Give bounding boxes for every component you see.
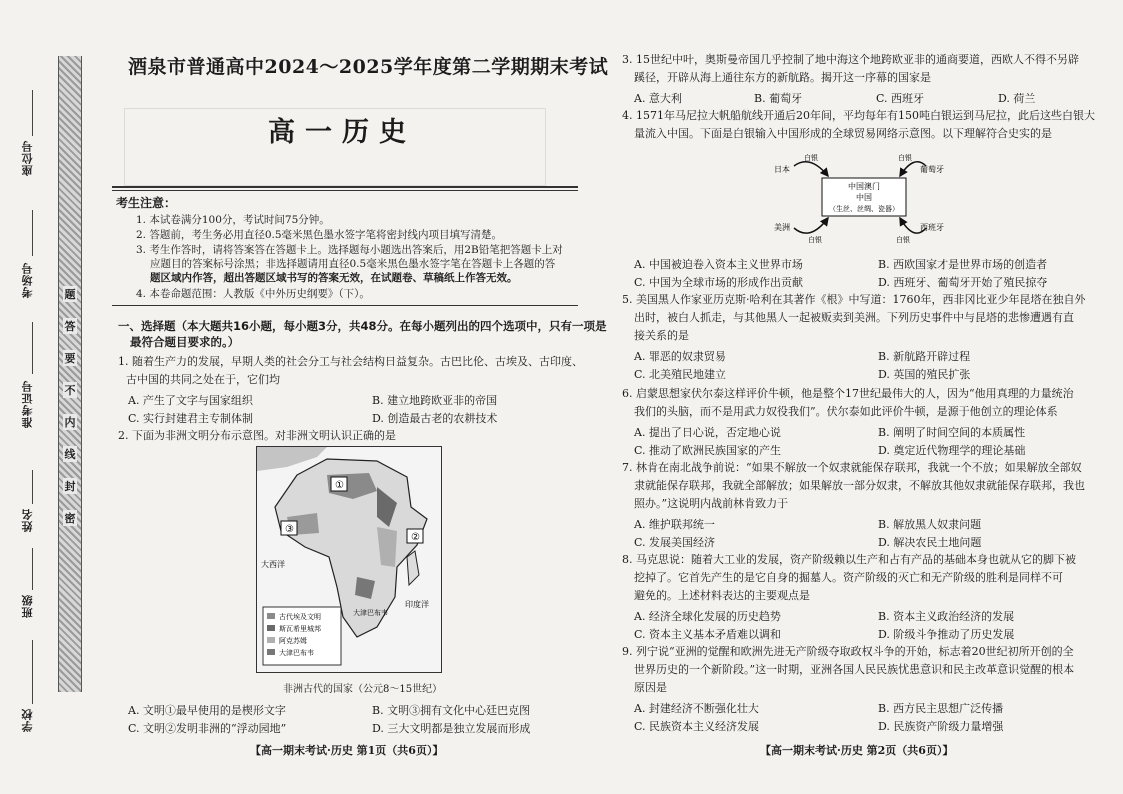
- fill-line: [32, 90, 33, 136]
- option-c: C. 中国为全球市场的形成作出贡献: [634, 276, 804, 289]
- marker-3: ③: [285, 524, 294, 535]
- divider: [112, 305, 578, 306]
- flow-label: 白银: [896, 236, 910, 244]
- legend-text: 大津巴布韦: [279, 649, 314, 657]
- notice-item: 2. 答题前，考生务必用直径0.5毫米黑色墨水签字笔将密封线内项目填写清楚。: [136, 229, 503, 241]
- option-c: C. 资本主义基本矛盾难以调和: [634, 628, 782, 641]
- option-d: D. 英国的殖民扩张: [878, 368, 971, 381]
- option-b: B. 葡萄牙: [754, 92, 803, 105]
- option-c: C. 西班牙: [876, 92, 925, 105]
- region-label: 大津巴布韦: [353, 609, 388, 617]
- option-d: D. 阶级斗争推动了历史发展: [878, 628, 1015, 641]
- option-d: D. 民族资产阶级力量增强: [878, 720, 1004, 733]
- legend-swatch: [267, 649, 275, 655]
- flow-label: 白银: [804, 154, 818, 162]
- option-c: C. 发展美国经济: [634, 536, 716, 549]
- option-c: C. 实行封建君主专制体制: [128, 412, 254, 425]
- option-d: D. 奠定近代物理学的理论基础: [878, 444, 1026, 457]
- page-footer: 【高一期末考试·历史 第2页（共6页）】: [760, 744, 954, 757]
- trade-network-diagram: [770, 150, 958, 246]
- legend-swatch: [267, 637, 275, 643]
- question-9: 世界历史的一个新阶段。”这一时期，亚洲各国人民民族忧患意识和民主改革意识觉醒的根本: [634, 663, 1075, 676]
- question-3: 蹊径，开辟从海上通往东方的新航路。揭开这一序幕的国家是: [634, 71, 931, 84]
- question-8: 挖掉了。它首先产生的是它自身的掘墓人。资产阶级的灭亡和无产阶级的胜利是同样不可: [634, 571, 1063, 584]
- option-d: D. 荷兰: [998, 92, 1036, 105]
- flow-label: 白银: [898, 154, 912, 162]
- seal-char: 密: [64, 512, 76, 525]
- notice-item: 应题目的答案标号涂黑；非选择题请用直径0.5毫米黑色墨水签字笔在答题卡上各题的答: [150, 258, 556, 270]
- marker-1: ①: [335, 480, 344, 491]
- option-d: D. 解决农民土地问题: [878, 536, 982, 549]
- option-b: B. 新航路开辟过程: [878, 350, 971, 363]
- node-spain: 西班牙: [920, 223, 944, 232]
- seat-number-label: 座位号: [21, 140, 34, 176]
- option-c: C. 民族资本主义经济发展: [634, 720, 760, 733]
- option-b: B. 文明③拥有文化中心廷巴克图: [372, 704, 531, 717]
- option-b: B. 解放黑人奴隶问题: [878, 518, 982, 531]
- option-a: A. 经济全球化发展的历史趋势: [634, 610, 781, 623]
- legend-swatch: [267, 625, 275, 631]
- option-a: A. 罪恶的奴隶贸易: [634, 350, 726, 363]
- fill-line: [32, 322, 33, 374]
- seal-char: 要: [64, 352, 76, 365]
- legend-text: 阿克苏姆: [279, 637, 307, 645]
- question-5: 接关系的是: [634, 329, 689, 342]
- option-c: C. 北美殖民地建立: [634, 368, 727, 381]
- notice-item: 4. 本卷命题范围：人教版《中外历史纲要》（下）。: [136, 288, 370, 300]
- center-goods: （生丝、丝绸、瓷器）: [829, 205, 899, 213]
- option-d: D. 创造最古老的农耕技术: [372, 412, 498, 425]
- option-c: C. 文明②发明非洲的“浮动园地”: [128, 722, 287, 735]
- option-d: D. 西班牙、葡萄牙开始了殖民掠夺: [878, 276, 1048, 289]
- node-portugal: 葡萄牙: [920, 165, 944, 174]
- ocean-label: 大西洋: [261, 560, 285, 569]
- question-6: 6. 启蒙思想家伏尔泰这样评价牛顿，他是整个17世纪最伟大的人，因为“他用真理的力量统治: [622, 387, 1074, 400]
- question-1: 1. 随着生产力的发展，早期人类的社会分工与社会结构日益复杂。古巴比伦、古埃及、古印度、: [118, 355, 583, 368]
- page-footer: 【高一期末考试·历史 第1页（共6页）】: [250, 744, 444, 757]
- option-d: D. 三大文明都是独立发展而形成: [372, 722, 531, 735]
- exam-title: 酒泉市普通高中2024～2025学年度第二学期期末考试: [128, 56, 609, 78]
- question-7: 隶就能保存联邦，我就全部解放；如果解放一部分奴隶，不解放其他奴隶就能保存联邦，我也: [634, 479, 1085, 492]
- option-b: B. 西欧国家才是世界市场的创造者: [878, 258, 1048, 271]
- africa-map: [256, 446, 442, 673]
- africa-map-svg: [257, 447, 441, 672]
- option-a: A. 文明①最早使用的是楔形文字: [128, 704, 286, 717]
- seal-char: 内: [64, 416, 76, 429]
- option-a: A. 中国被迫卷入资本主义世界市场: [634, 258, 803, 271]
- ocean-label: 印度洋: [405, 600, 429, 609]
- seal-char: 答: [64, 320, 76, 333]
- notice-item: 1. 本试卷满分100分，考试时间75分钟。: [136, 214, 330, 226]
- fill-line: [32, 640, 33, 704]
- subject-title: 高一历史: [268, 117, 416, 148]
- marker-2: ②: [411, 532, 420, 543]
- option-a: A. 产生了文字与国家组织: [128, 394, 253, 407]
- node-japan: 日本: [774, 165, 790, 174]
- option-a: A. 封建经济不断强化壮大: [634, 702, 759, 715]
- node-americas: 美洲: [774, 223, 790, 232]
- ticket-number-label: 准考证号: [21, 380, 34, 428]
- question-8: 避免的。上述材料表达的主要观点是: [634, 589, 810, 602]
- fill-line: [32, 210, 33, 256]
- option-c: C. 推动了欧洲民族国家的产生: [634, 444, 782, 457]
- fill-line: [32, 548, 33, 590]
- divider: [112, 190, 578, 191]
- option-b: B. 阐明了时间空间的本质属性: [878, 426, 1026, 439]
- question-4: 量流入中国。下面是白银输入中国形成的全球贸易网络示意图。以下理解符合史实的是: [634, 127, 1052, 140]
- flow-arrow: [794, 162, 828, 176]
- section-heading: 一、选择题（本大题共16小题，每小题3分，共48分。在每小题列出的四个选项中，只有一项是: [118, 319, 607, 333]
- question-5: 出时，被白人抓走，与其他黑人一起被贩卖到美洲。下列历史事件中与昆塔的悲惨遭遇有直: [634, 311, 1074, 324]
- question-1: 古中国的共同之处在于，它们均: [126, 373, 280, 386]
- question-7: 7. 林肯在南北战争前说：“如果不解放一个奴隶就能保存联邦，我就一个不放；如果解放全部奴: [622, 461, 1082, 474]
- question-9: 9. 列宁说“亚洲的觉醒和欧洲先进无产阶级夺取政权斗争的开始，标志着20世纪初所开创的全: [622, 645, 1074, 658]
- option-b: B. 建立地跨欧亚非的帝国: [372, 394, 498, 407]
- option-a: A. 维护联邦统一: [634, 518, 715, 531]
- seal-char: 不: [64, 384, 76, 397]
- exam-room-label: 考场号: [21, 262, 34, 298]
- flow-arrow: [794, 218, 828, 233]
- divider: [112, 186, 578, 188]
- notice-item: 题区域内作答，超出答题区域书写的答案无效，在试题卷、草稿纸上作答无效。: [150, 272, 518, 284]
- seal-char: 线: [64, 448, 76, 461]
- trade-network-svg: [770, 150, 958, 246]
- question-3: 3. 15世纪中叶，奥斯曼帝国几乎控制了地中海这个地跨欧亚非的通商要道，西欧人不得不另辟: [622, 53, 1079, 66]
- question-4: 4. 1571年马尼拉大帆船航线开通后20年间，平均每年有150吨白银运到马尼拉，此后这些白银大: [622, 109, 1095, 122]
- question-9: 原因是: [634, 681, 667, 694]
- notice-item: 3. 考生作答时，请将答案答在答题卡上。选择题每小题选出答案后，用2B铅笔把答题卡上对: [136, 244, 563, 256]
- legend-text: 斯瓦希里城邦: [279, 625, 321, 633]
- map-caption: 非洲古代的国家（公元8～15世纪）: [283, 684, 443, 695]
- class-label: 班级: [21, 594, 34, 618]
- legend-swatch: [267, 613, 275, 619]
- school-label: 学校: [21, 708, 34, 732]
- fill-line: [32, 470, 33, 504]
- flow-label: 白银: [808, 236, 822, 244]
- seal-char: 封: [64, 480, 76, 493]
- option-b: B. 西方民主思想广泛传播: [878, 702, 1004, 715]
- binding-strip: [58, 56, 82, 692]
- name-label: 姓名: [21, 508, 34, 532]
- center-sub: 中国: [856, 193, 872, 202]
- section-heading: 最符合题目要求的。）: [130, 335, 240, 349]
- option-a: A. 意大利: [634, 92, 682, 105]
- question-6: 我们的头脑，而不是用武力奴役我们”。伏尔泰如此评价牛顿，是源于他创立的理论体系: [634, 405, 1058, 418]
- option-a: A. 提出了日心说，否定地心说: [634, 426, 781, 439]
- question-8: 8. 马克思说：随着大工业的发展，资产阶级赖以生产和占有产品的基础本身也就从它的脚下被: [622, 553, 1076, 566]
- seal-char: 题: [64, 288, 76, 301]
- notice-heading: 考生注意：: [116, 196, 177, 210]
- center-title: 中国澳门: [848, 182, 880, 191]
- legend-text: 古代埃及文明: [279, 613, 321, 621]
- question-7: 照办。”这说明内战前林肯致力于: [634, 497, 789, 510]
- question-5: 5. 美国黑人作家亚历克斯·哈利在其著作《根》中写道：1760年，西非冈比亚少年昆塔在独自外: [622, 293, 1086, 306]
- option-b: B. 资本主义政治经济的发展: [878, 610, 1015, 623]
- question-2: 2. 下面为非洲文明分布示意图。对非洲文明认识正确的是: [118, 429, 396, 442]
